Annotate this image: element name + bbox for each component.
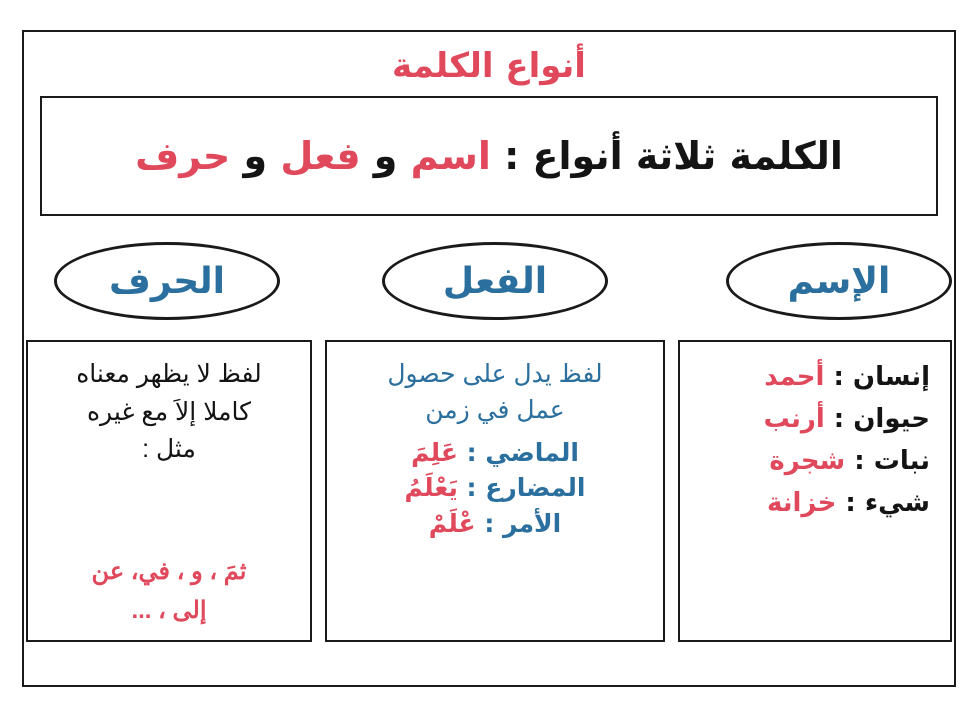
noun-row-animal-label: حيوان :: [824, 404, 930, 435]
noun-row-animal-value: أرنب: [763, 404, 825, 435]
oval-particle-label: الحرف: [109, 260, 226, 302]
definition-type-particle: حرف: [135, 134, 231, 178]
verb-row-imperative-label: الأمر :: [475, 508, 562, 538]
noun-column-spacer: [694, 524, 936, 630]
noun-row-thing-label: شيء :: [836, 488, 930, 519]
noun-row-animal: [694, 398, 936, 440]
noun-row-thing: [694, 482, 936, 524]
verb-definition-line-1: لفظ يدل على حصول: [387, 360, 603, 388]
oval-particle: [54, 242, 280, 320]
noun-row-human-label: إنسان :: [824, 362, 930, 392]
column-verb: [325, 340, 665, 642]
category-ovals: [26, 234, 952, 330]
verb-row-imperative: [341, 506, 649, 542]
oval-verb: [382, 242, 608, 320]
particle-definition-line-2: كاملا إلاَ مع غيره: [86, 397, 252, 426]
particle-definition-line-3: مثل :: [142, 435, 196, 463]
definition-type-verb: فعل: [280, 134, 361, 178]
verb-row-imperative-value: عْلَمْ: [428, 508, 476, 538]
verb-row-present-value: يَعْلَمُ: [404, 473, 458, 502]
verb-row-past-value: عَلِمَ: [411, 437, 458, 467]
particle-definition-line-1: لفظ لا يظهر معناه: [76, 360, 262, 388]
definition-line: [135, 134, 843, 178]
column-noun: [678, 340, 952, 642]
noun-row-plant-value: شجرة: [769, 446, 846, 477]
definition-box: [40, 96, 938, 216]
definition-separator-1: و: [360, 134, 411, 178]
verb-definition-line-2: عمل في زمن: [425, 396, 565, 425]
particle-column-spacer: [42, 469, 296, 554]
definition-type-noun: اسم: [410, 134, 491, 178]
noun-row-plant-label: نبات :: [845, 446, 930, 477]
definition-separator-2: و: [230, 134, 281, 178]
noun-row-human-value: أحمد: [764, 362, 825, 392]
definition-prefix: الكلمة ثلاثة أنواع :: [490, 134, 843, 178]
category-columns: [26, 340, 952, 642]
page-title: أنواع الكلمة: [392, 46, 586, 86]
verb-row-present-label: المضارع :: [457, 473, 586, 502]
verb-row-past: [341, 435, 649, 471]
particle-examples-line-2: إلى ، ...: [131, 596, 207, 624]
noun-row-human: [694, 356, 936, 398]
verb-row-past-label: الماضي :: [457, 437, 579, 467]
verb-row-present: [341, 470, 649, 506]
verb-column-spacer: [341, 541, 649, 630]
oval-noun: [726, 242, 952, 320]
oval-noun-label: الإسم: [787, 260, 891, 302]
column-particle: [26, 340, 312, 642]
oval-verb-label: الفعل: [442, 260, 548, 302]
noun-row-plant: [694, 440, 936, 482]
noun-row-thing-value: خزانة: [766, 488, 837, 519]
particle-examples-line-1: ثمَ ، و ، في، عن: [91, 558, 247, 586]
